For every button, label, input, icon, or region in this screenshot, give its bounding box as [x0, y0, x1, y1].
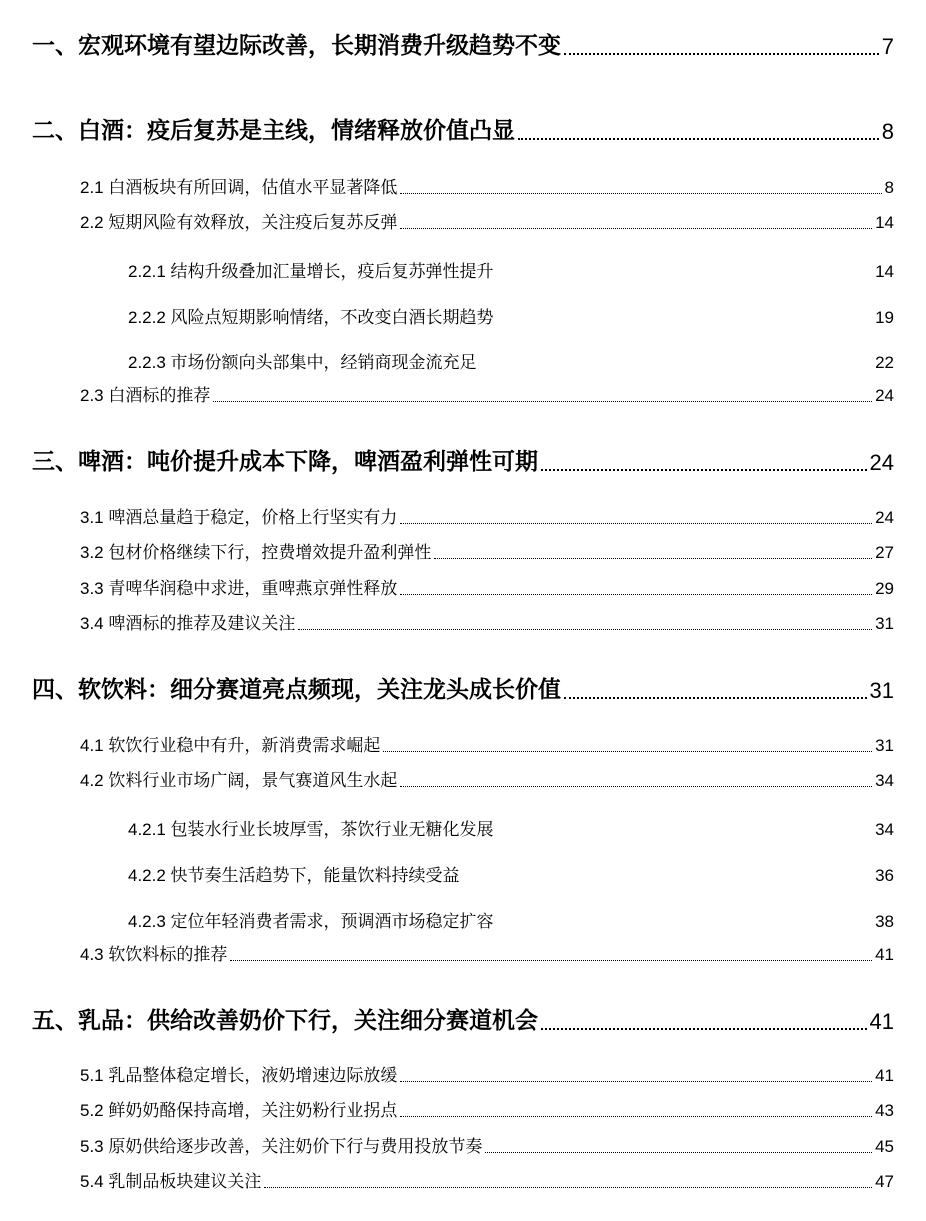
toc-entry-page: 45 [875, 1137, 894, 1156]
dot-leader [400, 193, 881, 194]
toc-entry-title: 2.2.2 风险点短期影响情绪，不改变白酒长期趋势 [128, 308, 494, 327]
dot-leader [213, 401, 872, 402]
toc-entry-title: 二、白酒：疫后复苏是主线，情绪释放价值凸显 [32, 117, 515, 143]
toc-entry-title: 4.2.3 定位年轻消费者需求，预调酒市场稳定扩容 [128, 912, 494, 931]
toc-entry-title: 5.3 原奶供给逐步改善，关注奶价下行与费用投放节奏 [80, 1137, 483, 1156]
toc-entry-title: 2.3 白酒标的推荐 [80, 386, 211, 405]
toc-entry-2-2-2[interactable] [128, 304, 894, 328]
toc-entry-5-3[interactable] [80, 1133, 894, 1157]
toc-entry-2-2-1[interactable] [128, 258, 894, 282]
toc-entry-title: 3.1 啤酒总量趋于稳定，价格上行坚实有力 [80, 508, 398, 527]
toc-entry-page: 34 [875, 820, 894, 839]
toc-entry-page: 24 [875, 508, 894, 527]
toc-entry-section-3[interactable] [32, 446, 894, 476]
toc-entry-section-2[interactable] [32, 115, 894, 145]
dot-leader [518, 138, 879, 140]
toc-entry-4-2-2[interactable] [128, 862, 894, 886]
toc-entry-3-2[interactable] [80, 539, 894, 563]
toc-entry-4-1[interactable] [80, 732, 894, 756]
dot-leader [400, 1116, 872, 1117]
toc-entry-page: 24 [869, 450, 894, 475]
dot-leader [230, 960, 872, 961]
toc-entry-3-4[interactable] [80, 610, 894, 634]
toc-entry-page: 14 [875, 213, 894, 232]
toc-entry-page: 19 [875, 308, 894, 327]
toc-entry-page: 24 [875, 386, 894, 405]
toc-entry-4-3[interactable] [80, 941, 894, 965]
toc-entry-page: 41 [875, 945, 894, 964]
toc-entry-2-3[interactable] [80, 382, 894, 406]
toc-entry-title: 4.3 软饮料标的推荐 [80, 945, 228, 964]
toc-entry-title: 3.3 青啤华润稳中求进，重啤燕京弹性释放 [80, 579, 398, 598]
toc-entry-5-2[interactable] [80, 1097, 894, 1121]
toc-entry-section-5[interactable] [32, 1005, 894, 1035]
toc-entry-page: 8 [884, 178, 894, 197]
toc-entry-2-1[interactable] [80, 174, 894, 198]
dot-leader [564, 53, 879, 55]
dot-leader [434, 558, 872, 559]
dot-leader [400, 594, 872, 595]
toc-entry-title: 4.2.1 包装水行业长坡厚雪，茶饮行业无糖化发展 [128, 820, 494, 839]
toc-entry-title: 4.2.2 快节奏生活趋势下，能量饮料持续受益 [128, 866, 460, 885]
toc-entry-page: 31 [875, 614, 894, 633]
toc-entry-5-4[interactable] [80, 1168, 894, 1192]
toc-entry-title: 一、宏观环境有望边际改善，长期消费升级趋势不变 [32, 32, 561, 58]
toc-entry-page: 36 [875, 866, 894, 885]
dot-leader [400, 228, 872, 229]
toc-entry-title: 3.2 包材价格继续下行，控费增效提升盈利弹性 [80, 543, 432, 562]
toc-entry-title: 2.2.3 市场份额向头部集中，经销商现金流充足 [128, 353, 477, 372]
toc-entry-title: 4.2 饮料行业市场广阔，景气赛道风生水起 [80, 771, 398, 790]
toc-entry-page: 41 [875, 1066, 894, 1085]
toc-entry-title: 2.1 白酒板块有所回调，估值水平显著降低 [80, 178, 398, 197]
dot-leader [541, 469, 867, 471]
dot-leader [400, 786, 872, 787]
toc-entry-page: 34 [875, 771, 894, 790]
toc-entry-2-2-3[interactable] [128, 349, 894, 373]
toc-entry-title: 5.1 乳品整体稳定增长，液奶增速边际放缓 [80, 1066, 398, 1085]
toc-entry-page: 31 [869, 678, 894, 703]
toc-entry-page: 22 [875, 353, 894, 372]
dot-leader [264, 1187, 872, 1188]
toc-entry-2-2[interactable] [80, 209, 894, 233]
toc-entry-3-3[interactable] [80, 575, 894, 599]
toc-entry-page: 27 [875, 543, 894, 562]
toc-entry-section-1[interactable] [32, 30, 894, 60]
dot-leader [400, 523, 872, 524]
toc-entry-title: 五、乳品：供给改善奶价下行，关注细分赛道机会 [32, 1007, 538, 1033]
dot-leader [400, 1081, 872, 1082]
toc-entry-page: 38 [875, 912, 894, 931]
toc-entry-page: 8 [881, 119, 894, 144]
toc-entry-title: 5.4 乳制品板块建议关注 [80, 1172, 262, 1191]
toc-entry-4-2[interactable] [80, 767, 894, 791]
toc-entry-title: 2.2 短期风险有效释放，关注疫后复苏反弹 [80, 213, 398, 232]
toc-entry-4-2-1[interactable] [128, 816, 894, 840]
toc-entry-section-4[interactable] [32, 674, 894, 704]
toc-entry-page: 41 [869, 1009, 894, 1034]
toc-entry-page: 14 [875, 262, 894, 281]
toc-entry-page: 31 [875, 736, 894, 755]
dot-leader [485, 1152, 872, 1153]
toc-entry-4-2-3[interactable] [128, 908, 894, 932]
toc-entry-title: 三、啤酒：吨价提升成本下降，啤酒盈利弹性可期 [32, 448, 538, 474]
toc-entry-page: 29 [875, 579, 894, 598]
toc-entry-3-1[interactable] [80, 504, 894, 528]
dot-leader [298, 629, 872, 630]
toc-entry-page: 47 [875, 1172, 894, 1191]
toc-entry-title: 5.2 鲜奶奶酪保持高增，关注奶粉行业拐点 [80, 1101, 398, 1120]
dot-leader [564, 697, 867, 699]
dot-leader [383, 751, 872, 752]
toc-entry-page: 7 [881, 34, 894, 59]
dot-leader [541, 1028, 867, 1030]
toc-entry-5-1[interactable] [80, 1062, 894, 1086]
toc-entry-title: 3.4 啤酒标的推荐及建议关注 [80, 614, 296, 633]
toc-entry-title: 2.2.1 结构升级叠加汇量增长，疫后复苏弹性提升 [128, 262, 494, 281]
toc-entry-title: 4.1 软饮行业稳中有升，新消费需求崛起 [80, 736, 381, 755]
toc-entry-title: 四、软饮料：细分赛道亮点频现，关注龙头成长价值 [32, 676, 561, 702]
toc-entry-page: 43 [875, 1101, 894, 1120]
